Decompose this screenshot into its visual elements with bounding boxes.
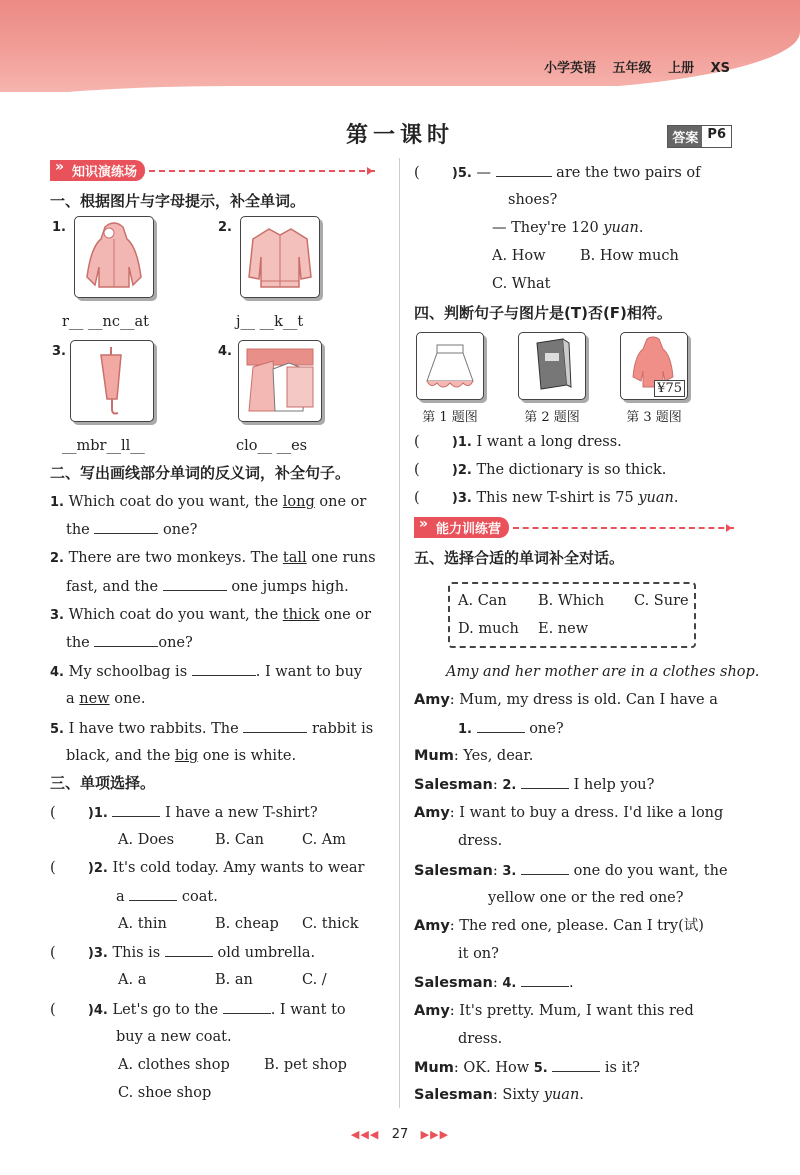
hint-2: j__ __k__t xyxy=(236,314,304,330)
dialog-6: Amy: The red one, please. Can I try(试) xyxy=(414,918,704,934)
answer-blank[interactable] xyxy=(112,802,160,817)
answer-blank[interactable] xyxy=(129,886,177,901)
answer-blank[interactable] xyxy=(94,519,158,534)
answer-blank[interactable] xyxy=(521,860,569,875)
answer-blank[interactable] xyxy=(521,972,569,987)
dialog-4b: dress. xyxy=(458,833,503,849)
item-number: 4. xyxy=(218,344,232,359)
raincoat-icon xyxy=(74,216,154,298)
item-number: 2. xyxy=(218,220,232,235)
q3-1-opt-a[interactable]: A. Does xyxy=(118,832,175,848)
q3-2: ( )2. It's cold today. Amy wants to wear xyxy=(50,860,365,876)
section-4-title: 四、判断句子与图片是(T)否(F)相符。 xyxy=(414,304,672,322)
grade: 五年级 xyxy=(612,61,652,76)
q2-4-line2: a new one. xyxy=(66,691,146,707)
subject: 小学英语 xyxy=(543,61,596,76)
word-d: D. much xyxy=(458,621,519,637)
q3-1-opt-b[interactable]: B. Can xyxy=(215,832,264,848)
q2-4-line1: 4. My schoolbag is . I want to buy xyxy=(50,661,362,683)
q3-2-opt-c[interactable]: C. thick xyxy=(302,916,359,932)
clothes-icon xyxy=(238,340,322,422)
q3-4-opt-c[interactable]: C. shoe shop xyxy=(118,1085,212,1101)
header-curve xyxy=(0,86,800,106)
word-bank xyxy=(448,582,696,648)
q3-4: ( )4. Let's go to the . I want to xyxy=(50,999,346,1021)
dialog-4: Amy: I want to buy a dress. I'd like a long xyxy=(414,805,724,821)
section-2-title: 二、写出画线部分单词的反义词，补全句子。 xyxy=(50,464,351,482)
q2-2-line1: 2. There are two monkeys. The tall one runs xyxy=(50,550,376,566)
dialog-8b: dress. xyxy=(458,1031,503,1047)
section-5-title: 五、选择合适的单词补全对话。 xyxy=(414,549,625,567)
q3-3-opt-c[interactable]: C. / xyxy=(302,972,327,988)
q3-5-opt-a[interactable]: A. How xyxy=(492,248,546,264)
dialog-10: Salesman: Sixty yuan. xyxy=(414,1087,584,1103)
answer-page: P6 xyxy=(707,127,726,142)
q3-5-line3: — They're 120 yuan. xyxy=(492,220,644,236)
dialog-9: Mum: OK. How 5. is it? xyxy=(414,1057,640,1079)
answer-blank[interactable] xyxy=(552,1057,600,1072)
scene-description: Amy and her mother are in a clothes shop. xyxy=(446,664,760,680)
q3-4-opt-b[interactable]: B. pet shop xyxy=(264,1057,347,1073)
dialog-1: Amy: Mum, my dress is old. Can I have a xyxy=(414,692,718,708)
answer-tag[interactable] xyxy=(667,125,732,148)
q2-1-line2: the one? xyxy=(66,519,197,540)
coat-price-icon xyxy=(620,332,688,400)
knowledge-banner xyxy=(50,160,375,181)
answer-blank[interactable] xyxy=(192,661,256,676)
next-arrows-icon[interactable]: ▶▶▶ xyxy=(420,1128,450,1141)
page-title: 第一课时 xyxy=(345,123,454,148)
answer-blank[interactable] xyxy=(163,576,227,591)
q3-5: ( )5. — are the two pairs of xyxy=(414,162,701,184)
q3-2-opt-a[interactable]: A. thin xyxy=(118,916,167,932)
dialog-5b: yellow one or the red one? xyxy=(488,890,684,906)
q3-1-opt-c[interactable]: C. Am xyxy=(302,832,347,848)
q4-2: ( )2. The dictionary is so thick. xyxy=(414,462,667,478)
jacket-icon xyxy=(240,216,320,298)
banner-label: » 能力训练营 xyxy=(414,517,509,538)
dialog-1b: 1. one? xyxy=(458,718,564,740)
skirt-icon xyxy=(416,332,484,400)
hint-4: clo__ __es xyxy=(236,438,308,454)
answer-blank[interactable] xyxy=(223,999,271,1014)
word-c: C. Sure xyxy=(634,593,689,609)
item-number: 1. xyxy=(52,220,66,235)
section-1-title: 一、根据图片与字母提示，补全单词。 xyxy=(50,192,306,210)
dictionary-icon xyxy=(518,332,586,400)
q2-3-line1: 3. Which coat do you want, the thick one or xyxy=(50,607,372,623)
q3-2-opt-b[interactable]: B. cheap xyxy=(215,916,279,932)
item-number: 3. xyxy=(52,344,66,359)
column-divider xyxy=(399,158,400,1108)
page-footer xyxy=(0,1127,800,1142)
q3-2-line2: a coat. xyxy=(116,886,218,907)
dialog-7: Salesman: 4. . xyxy=(414,972,574,994)
q3-3-opt-b[interactable]: B. an xyxy=(215,972,253,988)
word-a: A. Can xyxy=(458,593,507,609)
page-number: 27 xyxy=(391,1127,409,1142)
hint-1: r__ __nc__at xyxy=(62,314,149,330)
edition: XS xyxy=(710,61,730,76)
ability-banner xyxy=(414,517,734,538)
q2-2-line2: fast, and the one jumps high. xyxy=(66,576,349,597)
q3-4-line2: buy a new coat. xyxy=(116,1029,232,1045)
price-tag: ¥75 xyxy=(654,380,685,397)
q3-5-opt-b[interactable]: B. How much xyxy=(580,248,679,264)
dialog-6b: it on? xyxy=(458,946,499,962)
q3-1: ( )1. I have a new T-shirt? xyxy=(50,802,318,824)
answer-label: 答案 xyxy=(668,126,702,147)
hint-3: __mbr__ll__ xyxy=(62,438,145,454)
q4-3: ( )3. This new T-shirt is 75 yuan. xyxy=(414,490,679,506)
q3-3: ( )3. This is old umbrella. xyxy=(50,942,315,964)
answer-blank[interactable] xyxy=(496,162,552,177)
answer-blank[interactable] xyxy=(94,632,158,647)
q3-3-opt-a[interactable]: A. a xyxy=(118,972,147,988)
q3-4-opt-a[interactable]: A. clothes shop xyxy=(118,1057,230,1073)
q2-5-line2: black, and the big one is white. xyxy=(66,748,297,764)
answer-blank[interactable] xyxy=(165,942,213,957)
answer-blank[interactable] xyxy=(477,718,525,733)
answer-blank[interactable] xyxy=(243,718,307,733)
word-b: B. Which xyxy=(538,593,605,609)
caption-1: 第 1 题图 xyxy=(422,410,478,425)
section-3-title: 三、单项选择。 xyxy=(50,774,156,792)
header-band xyxy=(0,0,800,92)
dialog-3: Salesman: 2. I help you? xyxy=(414,774,654,796)
word-e: E. new xyxy=(538,621,589,637)
dialog-8: Amy: It's pretty. Mum, I want this red xyxy=(414,1003,694,1019)
q4-1: ( )1. I want a long dress. xyxy=(414,434,622,450)
q2-1-line1: 1. Which coat do you want, the long one or xyxy=(50,494,367,510)
q3-5-opt-c[interactable]: C. What xyxy=(492,276,551,292)
caption-2: 第 2 题图 xyxy=(524,410,580,425)
q2-5-line1: 5. I have two rabbits. The rabbit is xyxy=(50,718,373,740)
prev-arrows-icon[interactable]: ◀◀◀ xyxy=(350,1128,380,1141)
volume: 上册 xyxy=(668,61,695,76)
q3-5-line2: shoes? xyxy=(508,192,558,208)
caption-3: 第 3 题图 xyxy=(626,410,682,425)
dialog-5: Salesman: 3. one do you want, the xyxy=(414,860,728,882)
book-info xyxy=(532,57,730,76)
umbrella-icon xyxy=(70,340,154,422)
banner-label: » 知识演练场 xyxy=(50,160,145,181)
answer-blank[interactable] xyxy=(521,774,569,789)
q2-3-line2: the one? xyxy=(66,632,193,653)
dialog-2: Mum: Yes, dear. xyxy=(414,748,534,764)
